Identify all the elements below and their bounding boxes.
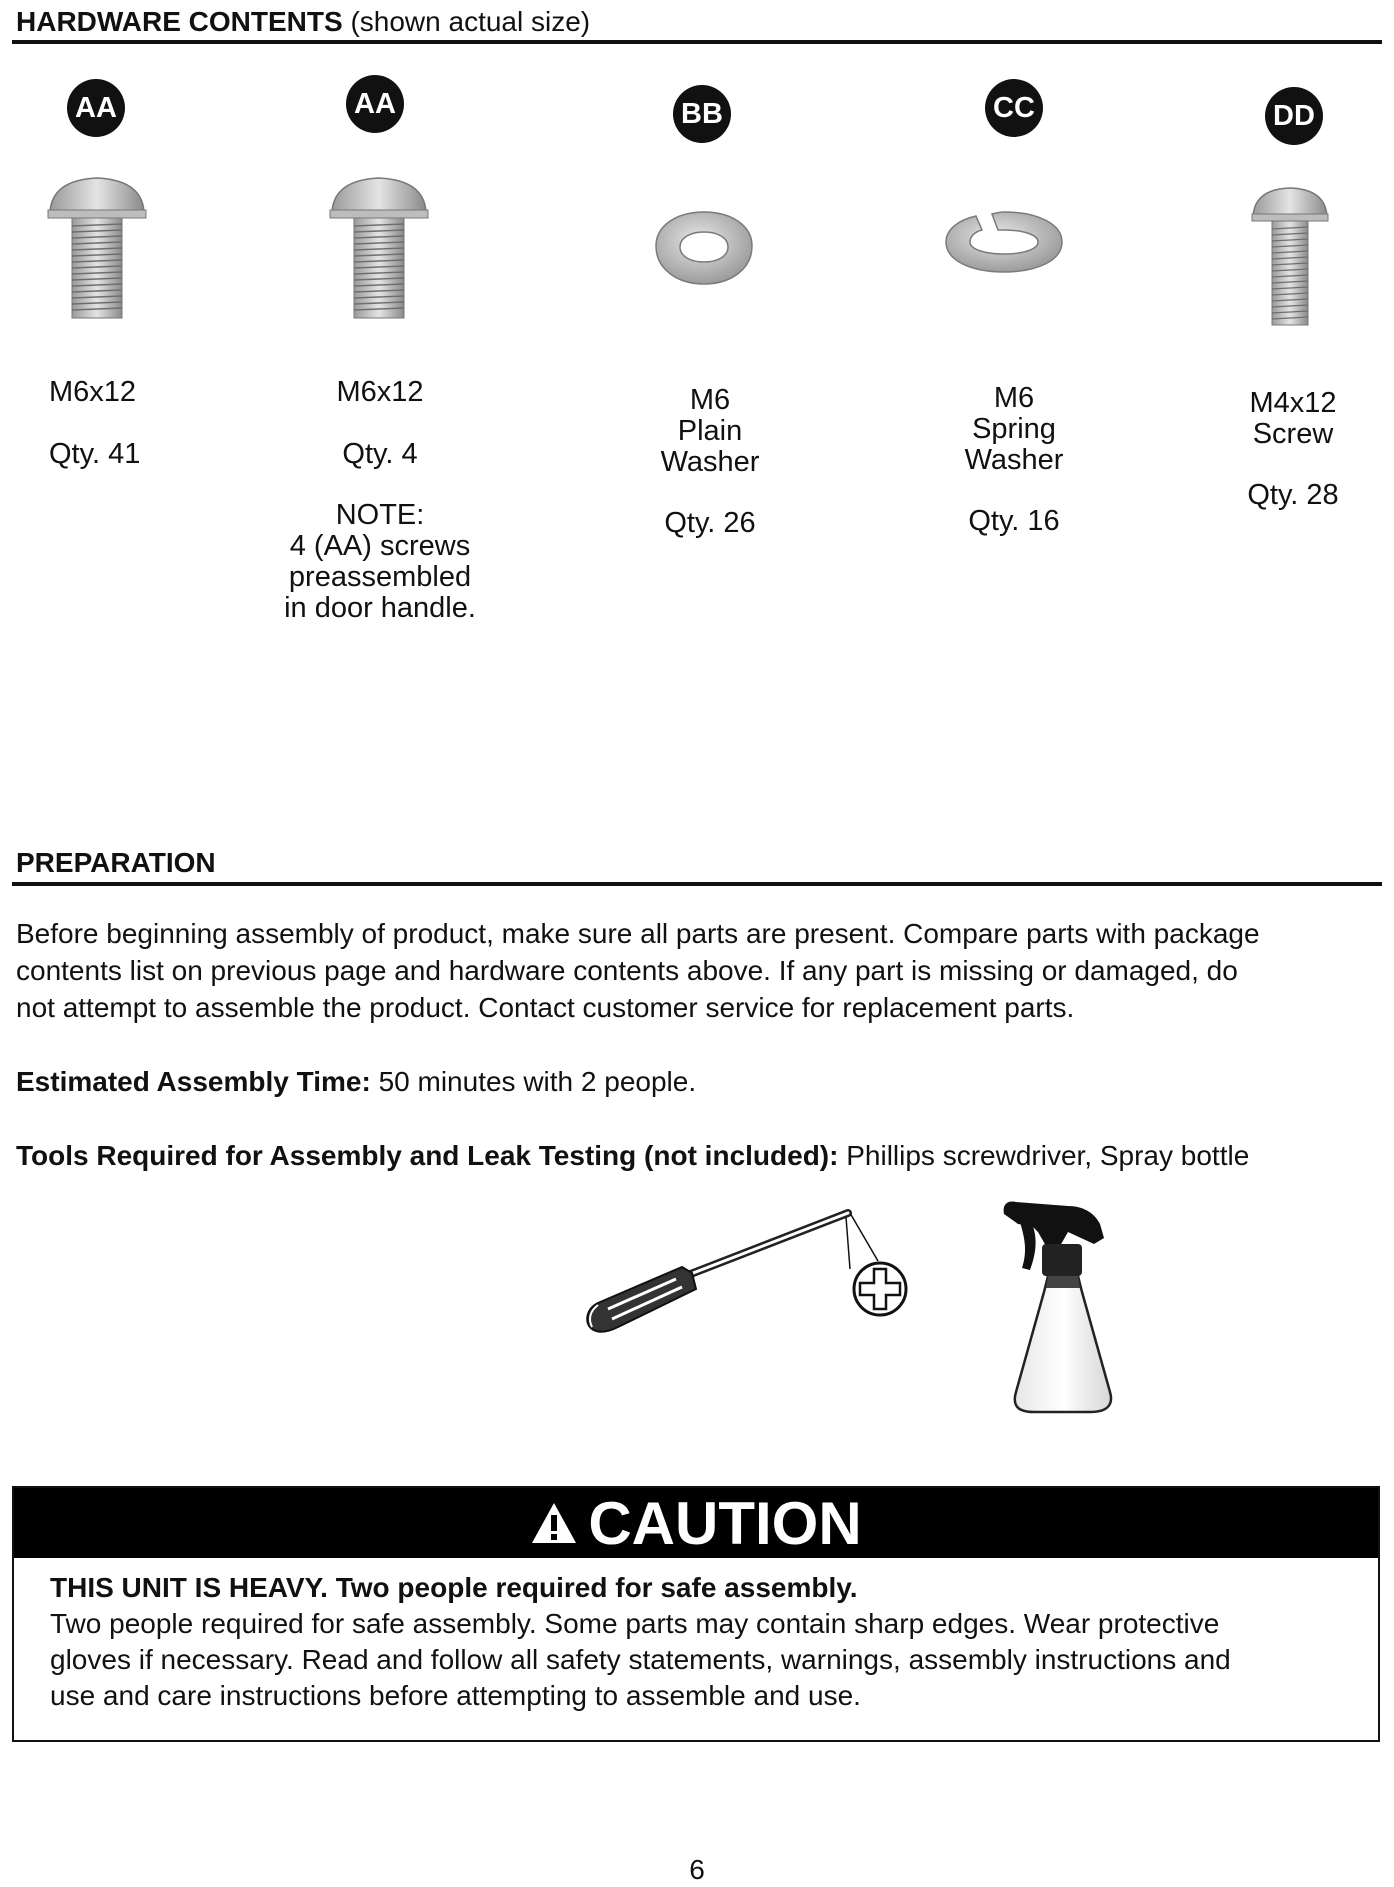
part-cc-size: M6 [993,382,1035,414]
screw-icon [46,176,148,322]
tools-required-value: Phillips screwdriver, Spray bottle [838,1140,1250,1171]
part-aa-2-info [250,377,510,624]
preparation-line: contents list on previous page and hardware contents above. If any part is missing or damaged, do [16,955,1238,986]
assembly-time-value: 50 minutes with 2 people. [370,1066,697,1097]
screw-icon [328,176,430,322]
spray-bottle-icon [998,1196,1126,1420]
part-aa-2-note-line: preassembled [288,561,472,593]
badge-dd: DD [1265,87,1323,145]
spring-washer-icon [942,208,1066,278]
assembly-time-label: Estimated Assembly Time: [16,1066,371,1097]
badge-cc: CC [985,79,1043,137]
caution-body [50,1570,1350,1714]
preparation-text [16,915,1386,1174]
part-dd-qty: Qty. 28 [1247,479,1339,511]
tools-required-label: Tools Required for Assembly and Leak Testing (not included): [16,1140,839,1171]
hardware-contents-title [16,6,590,38]
part-bb-size: M6 [689,384,731,416]
tools-required [16,1137,1386,1174]
warning-triangle-icon [530,1501,578,1545]
part-aa-2-note-line: NOTE: [335,499,425,531]
caution-body-line: gloves if necessary. Read and follow all safety statements, warnings, assembly instructions and [50,1644,1231,1675]
caution-bar [14,1488,1378,1558]
part-dd-type: Screw [1252,418,1334,450]
part-bb-info [580,385,840,539]
badge-aa-1: AA [67,79,125,137]
caution-heading: THIS UNIT IS HEAVY. Two people required for safe assembly. [50,1572,858,1603]
part-aa-2-note-line: 4 (AA) screws [289,530,471,562]
plain-washer-icon [652,206,756,290]
caution-body-line: Two people required for safe assembly. Some parts may contain sharp edges. Wear protective [50,1608,1220,1639]
badge-bb: BB [673,85,731,143]
part-aa-2-size: M6x12 [336,376,424,408]
part-dd-size: M4x12 [1249,387,1337,419]
part-aa-1-size: M6x12 [49,376,137,408]
preparation-title: PREPARATION [16,847,216,878]
preparation-divider [12,882,1382,886]
caution-body-line: use and care instructions before attempting to assemble and use. [50,1680,861,1711]
part-cc-type: Spring [972,413,1056,445]
part-bb-type: Washer [660,446,760,478]
part-dd-info [1163,388,1394,511]
part-cc-info [884,383,1144,537]
hardware-divider [12,40,1382,44]
badge-aa-2: AA [346,75,404,133]
caution-title: CAUTION [588,1489,862,1557]
part-aa-2-qty: Qty. 4 [342,438,418,470]
hardware-title-bold: HARDWARE CONTENTS [16,6,343,37]
page-number: 6 [689,1854,705,1885]
hardware-title-rest: (shown actual size) [342,6,591,37]
assembly-time [16,1063,1386,1100]
caution-box [12,1486,1380,1742]
part-aa-2-note-line: in door handle. [284,592,476,624]
screw-icon [1250,186,1330,330]
part-cc-type: Washer [964,444,1064,476]
phillips-screwdriver-icon [578,1205,914,1339]
preparation-line: not attempt to assemble the product. Contact customer service for replacement parts. [16,992,1075,1023]
preparation-line: Before beginning assembly of product, make sure all parts are present. Compare parts with package [16,918,1260,949]
part-cc-qty: Qty. 16 [968,505,1060,537]
part-aa-1-qty: Qty. 41 [49,438,141,470]
part-bb-type: Plain [677,415,743,447]
part-bb-qty: Qty. 26 [664,507,756,539]
